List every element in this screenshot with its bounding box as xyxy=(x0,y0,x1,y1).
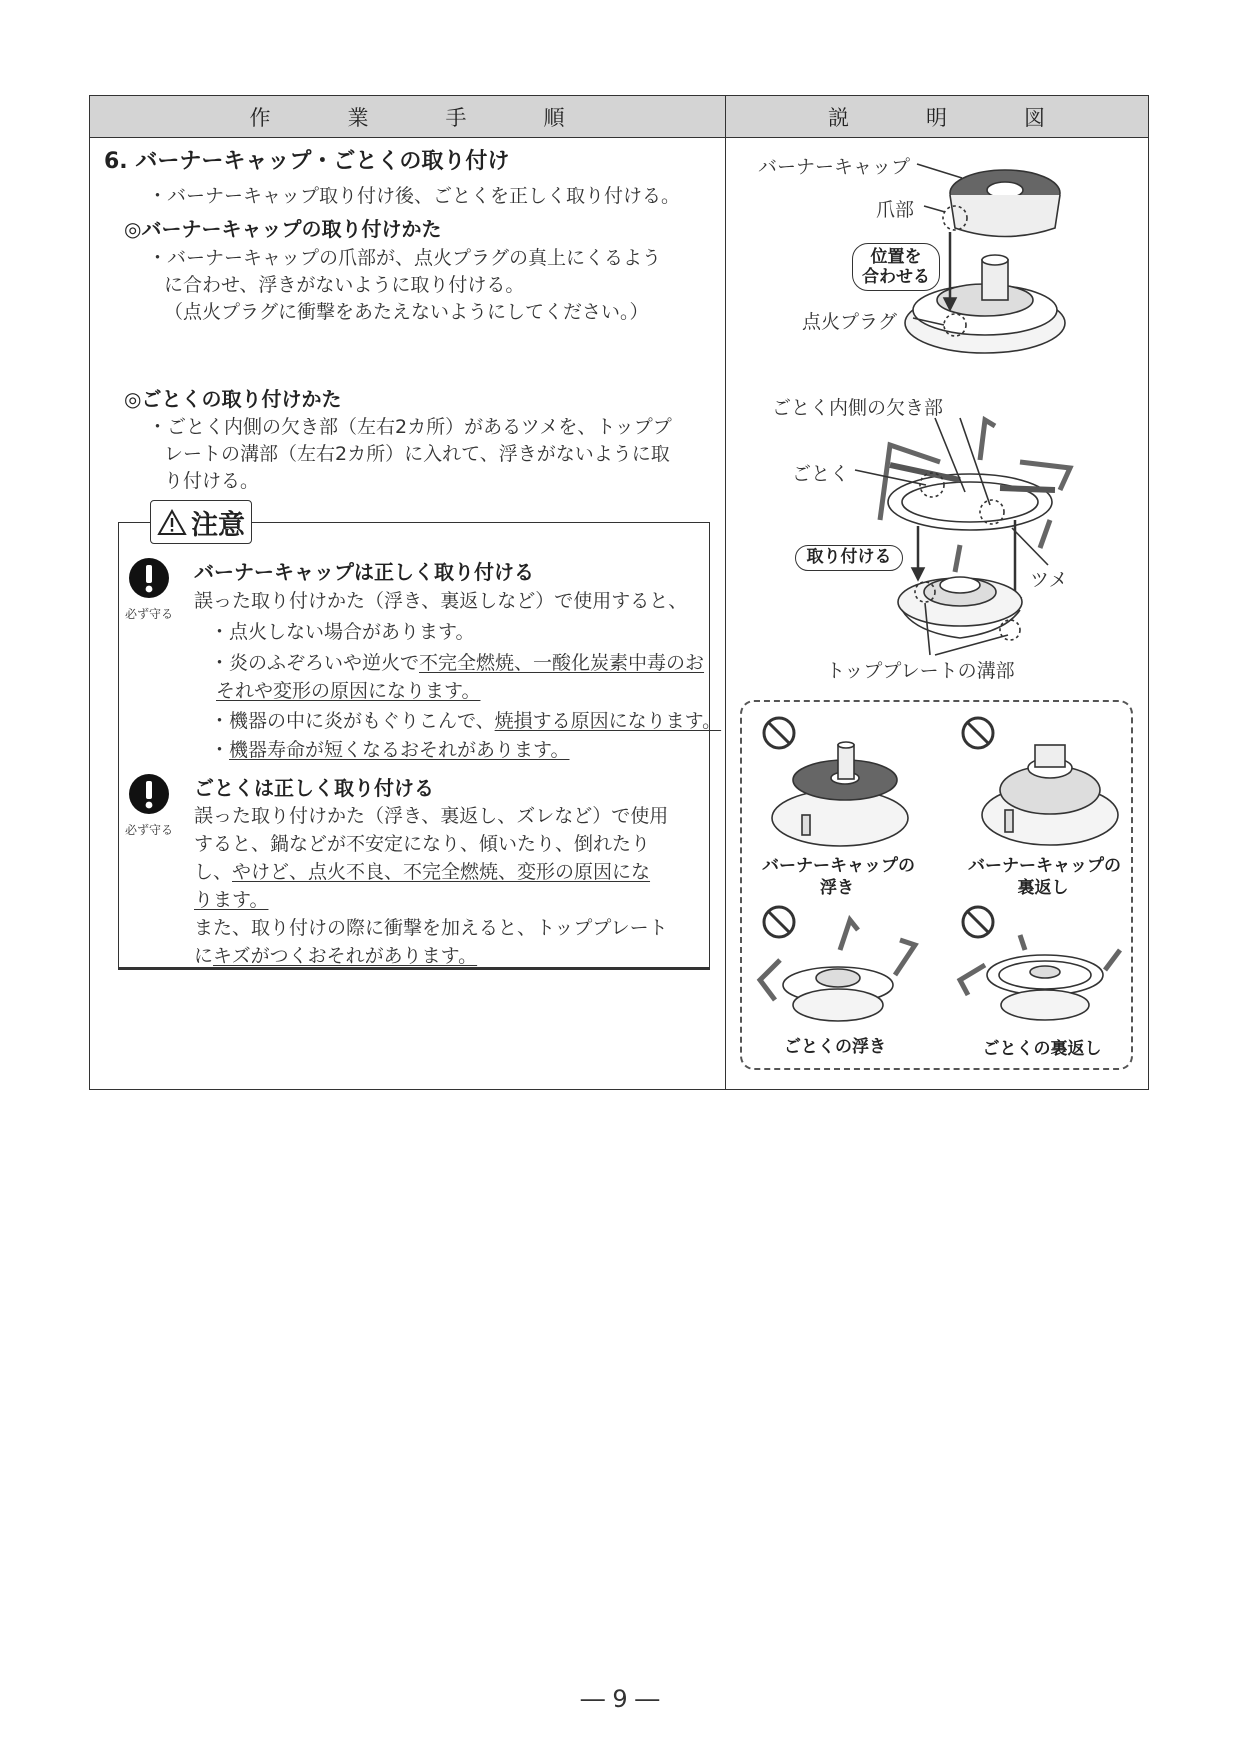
header-char: 順 xyxy=(543,105,566,130)
caption-gotoku-float: ごとくの浮き xyxy=(784,1037,886,1057)
underlined-text: やけど、点火不良、不完全燃焼、変形の原因にな xyxy=(232,861,651,883)
pill-attach: 取り付ける xyxy=(795,545,903,571)
gotoku-line-2: レートの溝部（左右2カ所）に入れて、浮きがないように取 xyxy=(164,443,670,465)
gotoku-drawing xyxy=(855,418,1070,655)
label-claw: 爪部 xyxy=(876,199,915,221)
header-char: 作 xyxy=(249,105,272,130)
underlined-text: キズがつくおそれがあります。 xyxy=(213,945,478,967)
caution-2-line-2: すると、鍋などが不安定になり、傾いたり、倒れたり xyxy=(194,833,651,855)
label-notch: ごとく内側の欠き部 xyxy=(772,397,944,419)
caution-1-title: バーナーキャップは正しく取り付ける xyxy=(194,560,534,584)
label-ignition-plug: 点火プラグ xyxy=(802,311,898,333)
caption-gotoku-flip: ごとくの裏返し xyxy=(982,1039,1102,1059)
underlined-text: 不完全燃焼、一酸化炭素中毒のお xyxy=(419,652,705,674)
caption-cap-flip xyxy=(968,855,1121,899)
caution-label-text: 注意 xyxy=(191,509,245,541)
burner-cap-heading: ◎バーナーキャップの取り付けかた xyxy=(124,217,442,241)
text: ・ xyxy=(210,739,230,761)
step-title: 6. バーナーキャップ・ごとくの取り付け xyxy=(104,149,510,174)
gotoku-line-1: ・ごとく内側の欠き部（左右2カ所）があるツメを、トッププ xyxy=(148,416,672,438)
caution-1-bullet-1: ・点火しない場合があります。 xyxy=(210,621,475,643)
pill-align xyxy=(852,243,940,291)
label-gotoku: ごとく xyxy=(792,463,850,485)
must-follow-label: 必ず守る xyxy=(125,607,174,621)
label-burner-cap: バーナーキャップ xyxy=(758,156,911,178)
burner-cap-line-1: ・バーナーキャップの爪部が、点火プラグの真上にくるよう xyxy=(148,247,662,269)
page-number: ― 9 ― xyxy=(580,1685,660,1713)
must-follow-label: 必ず守る xyxy=(125,823,174,837)
text: し、 xyxy=(194,861,233,883)
step-intro: ・バーナーキャップ取り付け後、ごとくを正しく取り付ける。 xyxy=(148,185,681,207)
caption-line: 浮き xyxy=(820,878,854,898)
burner-cap-line-2: に合わせ、浮きがないように取り付ける。 xyxy=(164,274,525,296)
gotoku-line-3: り付ける。 xyxy=(164,470,260,492)
gotoku-heading: ◎ごとくの取り付けかた xyxy=(124,387,342,411)
caution-2-line-5: また、取り付けの際に衝撃を加えると、トッププレート xyxy=(194,917,668,939)
underlined-text: 焼損する原因になります。 xyxy=(494,710,722,732)
text: に xyxy=(194,945,214,967)
caption-line: 裏返し xyxy=(1017,878,1069,898)
header-char: 明 xyxy=(926,105,948,130)
label-tsume: ツメ xyxy=(1030,569,1068,591)
caution-2-title: ごとくは正しく取り付ける xyxy=(194,776,434,800)
header-char: 手 xyxy=(445,105,468,130)
header-char: 図 xyxy=(1024,105,1046,130)
header-char: 業 xyxy=(347,105,370,130)
caption-cap-float xyxy=(762,855,915,899)
underlined-text: 機器寿命が短くなるおそれがあります。 xyxy=(229,739,570,761)
label-groove: トッププレートの溝部 xyxy=(826,660,1015,682)
header-char: 説 xyxy=(828,105,850,130)
caution-2-line-1: 誤った取り付けかた（浮き、裏返し、ズレなど）で使用 xyxy=(194,805,669,827)
caption-line: バーナーキャップの xyxy=(968,856,1121,876)
underlined-text: ります。 xyxy=(194,889,269,911)
caution-1-lead: 誤った取り付けかた（浮き、裏返しなど）で使用すると、 xyxy=(194,590,688,612)
text: ・炎のふぞろいや逆火で xyxy=(210,652,420,674)
pill-align-line-1: 位置を xyxy=(870,247,922,267)
caption-line: バーナーキャップの xyxy=(762,856,915,876)
burner-cap-line-3: （点火プラグに衝撃をあたえないようにしてください。） xyxy=(164,301,649,323)
pill-align-line-2: 合わせる xyxy=(862,267,930,287)
underlined-text: それや変形の原因になります。 xyxy=(216,680,481,702)
text: ・機器の中に炎がもぐりこんで、 xyxy=(210,710,495,732)
